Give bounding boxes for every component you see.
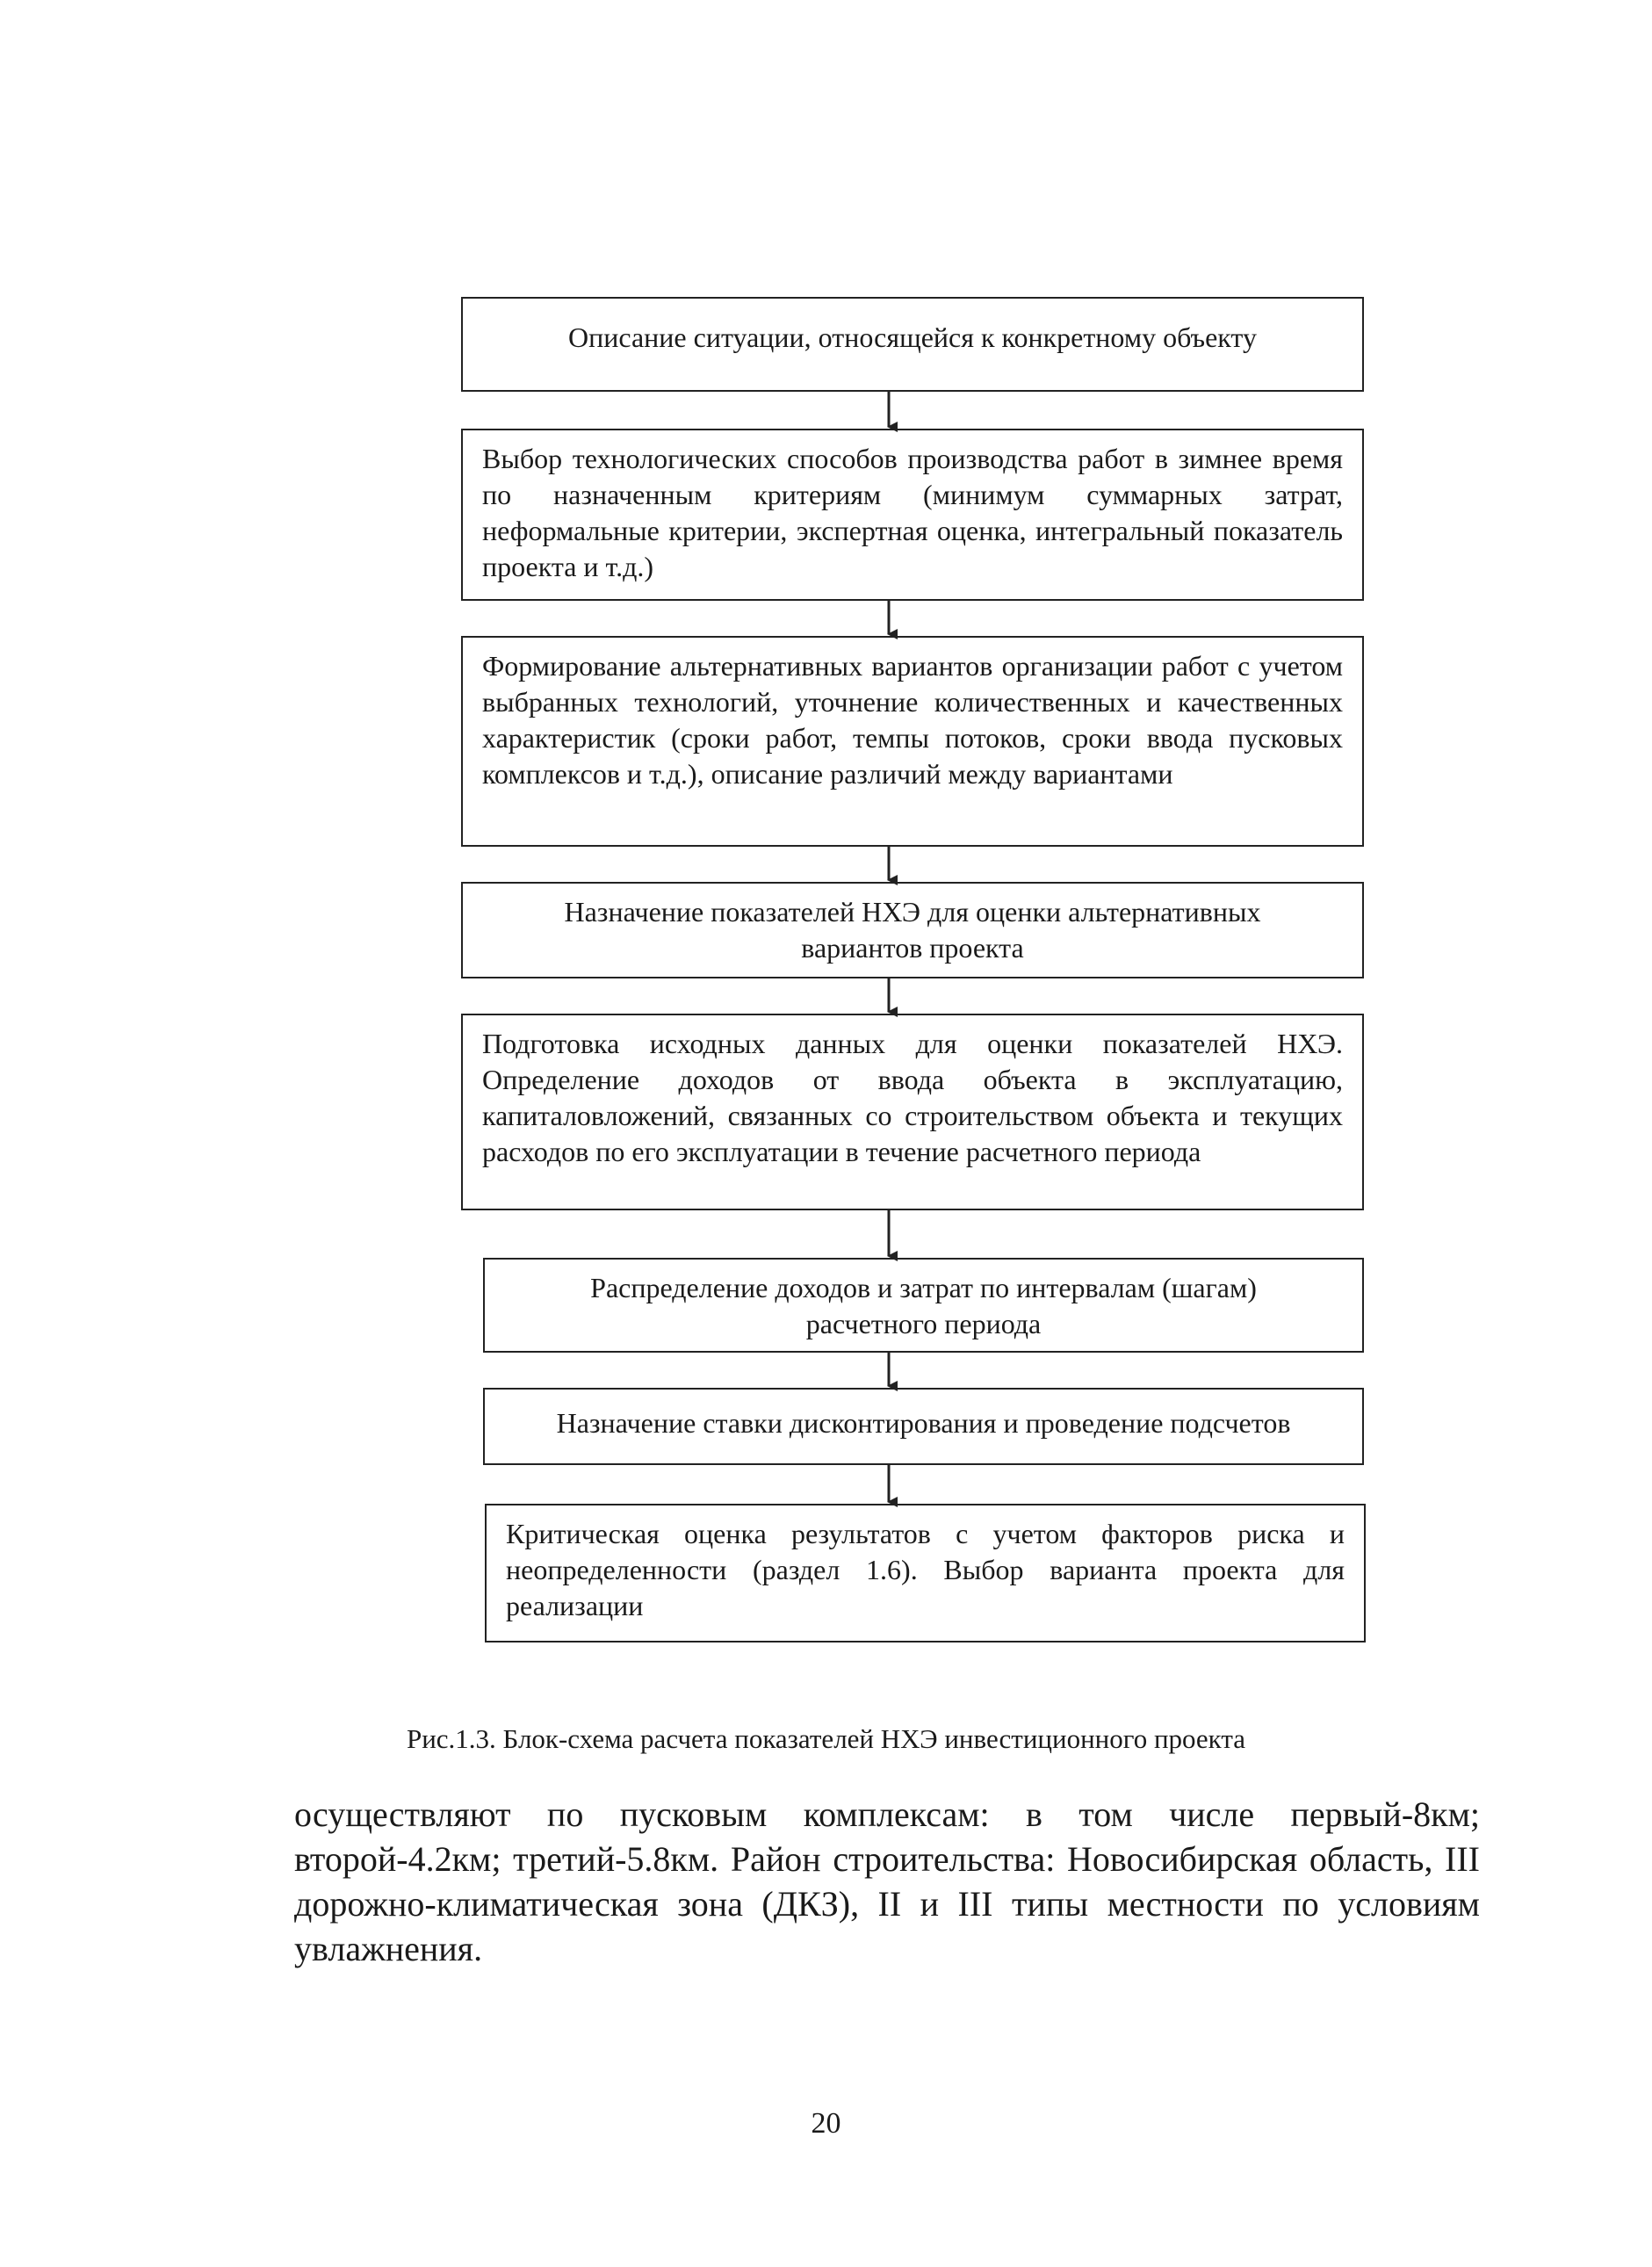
flow-step-4-text: Назначение показателей НХЭ для оценки альтернативных вариантов проекта [564, 896, 1261, 964]
flow-step-8-text: Критическая оценка результатов с учетом факторов риска и неопределенности (раздел 1.6). Выбор варианта проекта для реализации [506, 1518, 1345, 1621]
flow-step-3-text: Формирование альтернативных вариантов организации работ с учетом выбранных технологий, уточнение количественных и качественных характеристик (сроки работ, темпы потоков, сроки ввода пусковых комплексов и т.д.), описание различий между вариантами [482, 650, 1343, 790]
flow-step-1-text: Описание ситуации, относящейся к конкретному объекту [568, 321, 1257, 353]
body-paragraph: осуществляют по пусковым комплексам: в том числе первый-8км; второй-4.2км; третий-5.8км. Район строительства: Новосибирская область, III дорожно-климатическая зона (ДКЗ), II и III типы местности по условиям увлажнения. [294, 1794, 1480, 1968]
flow-step-7-text: Назначение ставки дисконтирования и проведение подсчетов [556, 1407, 1291, 1439]
page-number: 20 [811, 2107, 841, 2140]
figure-caption: Рис.1.3. Блок-схема расчета показателей НХЭ инвестиционного проекта [406, 1723, 1246, 1754]
flow-step-6-text: Распределение доходов и затрат по интервалам (шагам) расчетного периода [590, 1272, 1257, 1339]
flow-step-5-text: Подготовка исходных данных для оценки показателей НХЭ. Определение доходов от ввода объекта в эксплуатацию, капиталовложений, связанных со строительством объекта и текущих расходов по его эксплуатации в течение расчетного периода [482, 1028, 1343, 1167]
flow-step-2-text: Выбор технологических способов производства работ в зимнее время по назначенным критериям (минимум суммарных затрат, неформальные критерии, экспертная оценка, интегральный показатель проекта и т.д.) [482, 443, 1343, 582]
